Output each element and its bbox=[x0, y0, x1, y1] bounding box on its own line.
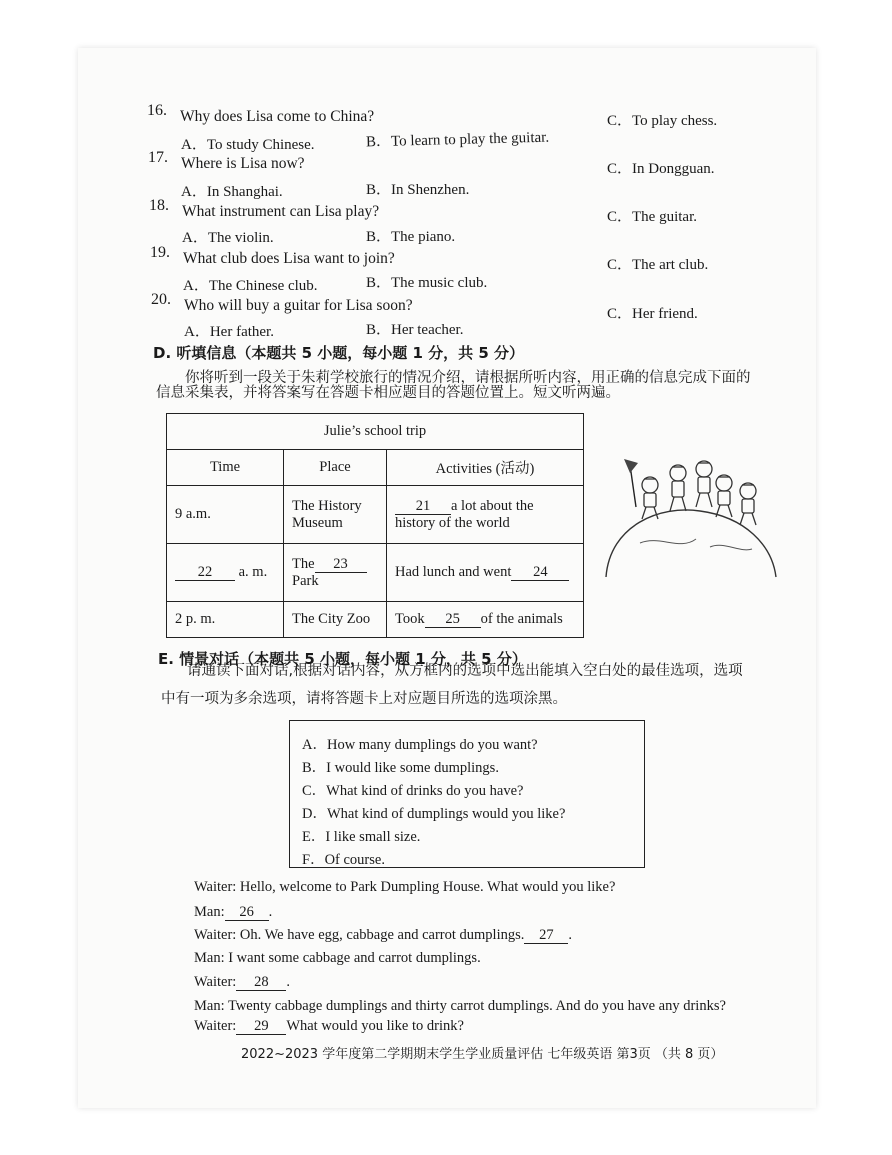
option-c: C．Her friend. bbox=[607, 306, 698, 322]
cell-place: The City Zoo bbox=[284, 602, 387, 638]
punctuation: . bbox=[286, 974, 290, 990]
dialogue-text: Waiter: Oh. We have egg, cabbage and carrot dumplings. bbox=[194, 927, 525, 943]
blank-27[interactable]: 27 bbox=[524, 927, 568, 944]
option-b: B．To learn to play the guitar. bbox=[365, 129, 550, 151]
cell-time: 9 a.m. bbox=[167, 486, 284, 544]
section-e-heading: E. 情景对话（本题共 5 小题，每小题 1 分，共 5 分） bbox=[158, 650, 527, 668]
question-number: 20. bbox=[151, 291, 171, 308]
section-e-instruction-cont: 中有一项为多余选项，请将答题卡上对应题目所选的选项涂黑。 bbox=[161, 691, 567, 707]
question-text: Why does Lisa come to China? bbox=[180, 108, 375, 125]
speaker: Waiter: bbox=[194, 1018, 237, 1034]
dialogue-line bbox=[194, 927, 572, 944]
place-prefix: The bbox=[292, 555, 315, 572]
dialogue-line bbox=[194, 1018, 464, 1035]
question-number: 17. bbox=[148, 149, 168, 166]
page-footer: 2022~2023 学年度第二学期期末学生学业质量评估 七年级英语 第3页 （共 8 页） bbox=[241, 1047, 724, 1062]
activity-text: of the animals bbox=[480, 611, 563, 627]
cell-time: 2 p. m. bbox=[167, 602, 284, 638]
blank-24[interactable]: 24 bbox=[511, 564, 569, 581]
dialogue-line bbox=[194, 974, 290, 991]
options-box bbox=[289, 720, 645, 868]
blank-29[interactable]: 29 bbox=[236, 1018, 286, 1035]
question-text: What club does Lisa want to join? bbox=[183, 250, 395, 267]
option-b: B．The piano. bbox=[366, 229, 456, 245]
option-a: A．The violin. bbox=[182, 230, 274, 246]
activity-prefix: Took bbox=[395, 611, 425, 627]
dialogue-line: Man: Twenty cabbage dumplings and thirty carrot dumplings. And do you have any drinks? bbox=[194, 998, 726, 1014]
question-text: Who will buy a guitar for Lisa soon? bbox=[184, 297, 413, 314]
question-number: 16. bbox=[147, 102, 167, 119]
activity-text: a lot about the bbox=[451, 497, 534, 514]
cell-time bbox=[167, 544, 284, 602]
question-number: 18. bbox=[149, 197, 169, 214]
blank-26[interactable]: 26 bbox=[225, 904, 269, 921]
option-a: A．Her father. bbox=[184, 324, 274, 340]
option-c: C．What kind of drinks do you have? bbox=[302, 783, 524, 799]
option-c: C．In Dongguan. bbox=[607, 161, 715, 177]
question-text: What instrument can Lisa play? bbox=[182, 203, 380, 220]
option-a: A．To study Chinese. bbox=[181, 137, 315, 153]
place-line: Park bbox=[292, 572, 319, 589]
question-number: 19. bbox=[150, 244, 170, 261]
section-d-heading: D. 听填信息（本题共 5 小题，每小题 1 分，共 5 分） bbox=[153, 344, 525, 362]
option-b: B．I would like some dumplings. bbox=[302, 760, 499, 776]
school-trip-table bbox=[166, 413, 584, 638]
blank-22[interactable]: 22 bbox=[175, 564, 235, 581]
option-c: C．The art club. bbox=[607, 257, 709, 273]
dialogue-line: Man: I want some cabbage and carrot dumplings. bbox=[194, 950, 481, 966]
option-b: B．In Shenzhen. bbox=[366, 182, 470, 198]
dialogue-line bbox=[194, 904, 272, 921]
dialogue-text: What would you like to drink? bbox=[286, 1018, 464, 1034]
option-c: C．To play chess. bbox=[607, 113, 718, 129]
blank-21[interactable]: 21 bbox=[395, 498, 451, 515]
blank-25[interactable]: 25 bbox=[425, 611, 481, 628]
place-line: The History bbox=[292, 497, 362, 514]
punctuation: . bbox=[568, 927, 573, 943]
section-d-instruction: 你将听到一段关于朱莉学校旅行的情况介绍，请根据所听内容，用正确的信息完成下面的 bbox=[185, 370, 751, 386]
cell-activity bbox=[387, 544, 584, 602]
header-time: Time bbox=[167, 450, 284, 486]
section-e-instruction: 请通读下面对话,根据对话内容，从方框内的选项中选出能填入空白处的最佳选项，选项 bbox=[187, 663, 743, 679]
place-line: Museum bbox=[292, 514, 343, 531]
option-b: B．The music club. bbox=[366, 275, 488, 291]
blank-28[interactable]: 28 bbox=[236, 974, 286, 991]
hiking-kids-illustration bbox=[600, 455, 780, 585]
dialogue-line: Waiter: Hello, welcome to Park Dumpling House. What would you like? bbox=[194, 879, 616, 895]
cell-place bbox=[284, 544, 387, 602]
option-f: F．Of course. bbox=[302, 852, 385, 868]
option-b: B．Her teacher. bbox=[366, 322, 464, 338]
option-a: A．How many dumplings do you want? bbox=[302, 737, 538, 753]
punctuation: . bbox=[268, 904, 273, 920]
cell-activity bbox=[387, 486, 584, 544]
question-text: Where is Lisa now? bbox=[181, 155, 305, 172]
speaker: Man: bbox=[194, 904, 225, 920]
header-activities: Activities (活动) bbox=[387, 450, 584, 486]
activity-text: history of the world bbox=[395, 514, 510, 531]
blank-23[interactable]: 23 bbox=[315, 556, 367, 573]
section-d-instruction-cont: 信息采集表，并将答案写在答题卡相应题目的答题位置上。短文听两遍。 bbox=[156, 385, 620, 401]
option-e: E．I like small size. bbox=[302, 829, 421, 845]
table-title: Julie’s school trip bbox=[167, 414, 584, 450]
activity-text: Had lunch and went bbox=[395, 564, 512, 580]
time-suffix: a. m. bbox=[238, 564, 268, 580]
cell-activity bbox=[387, 602, 584, 638]
option-c: C．The guitar. bbox=[607, 209, 697, 225]
option-a: A．In Shanghai. bbox=[181, 184, 283, 200]
speaker: Waiter: bbox=[194, 974, 237, 990]
option-d: D．What kind of dumplings would you like? bbox=[302, 806, 566, 822]
option-a: A．The Chinese club. bbox=[183, 278, 318, 294]
cell-place bbox=[284, 486, 387, 544]
header-place: Place bbox=[284, 450, 387, 486]
